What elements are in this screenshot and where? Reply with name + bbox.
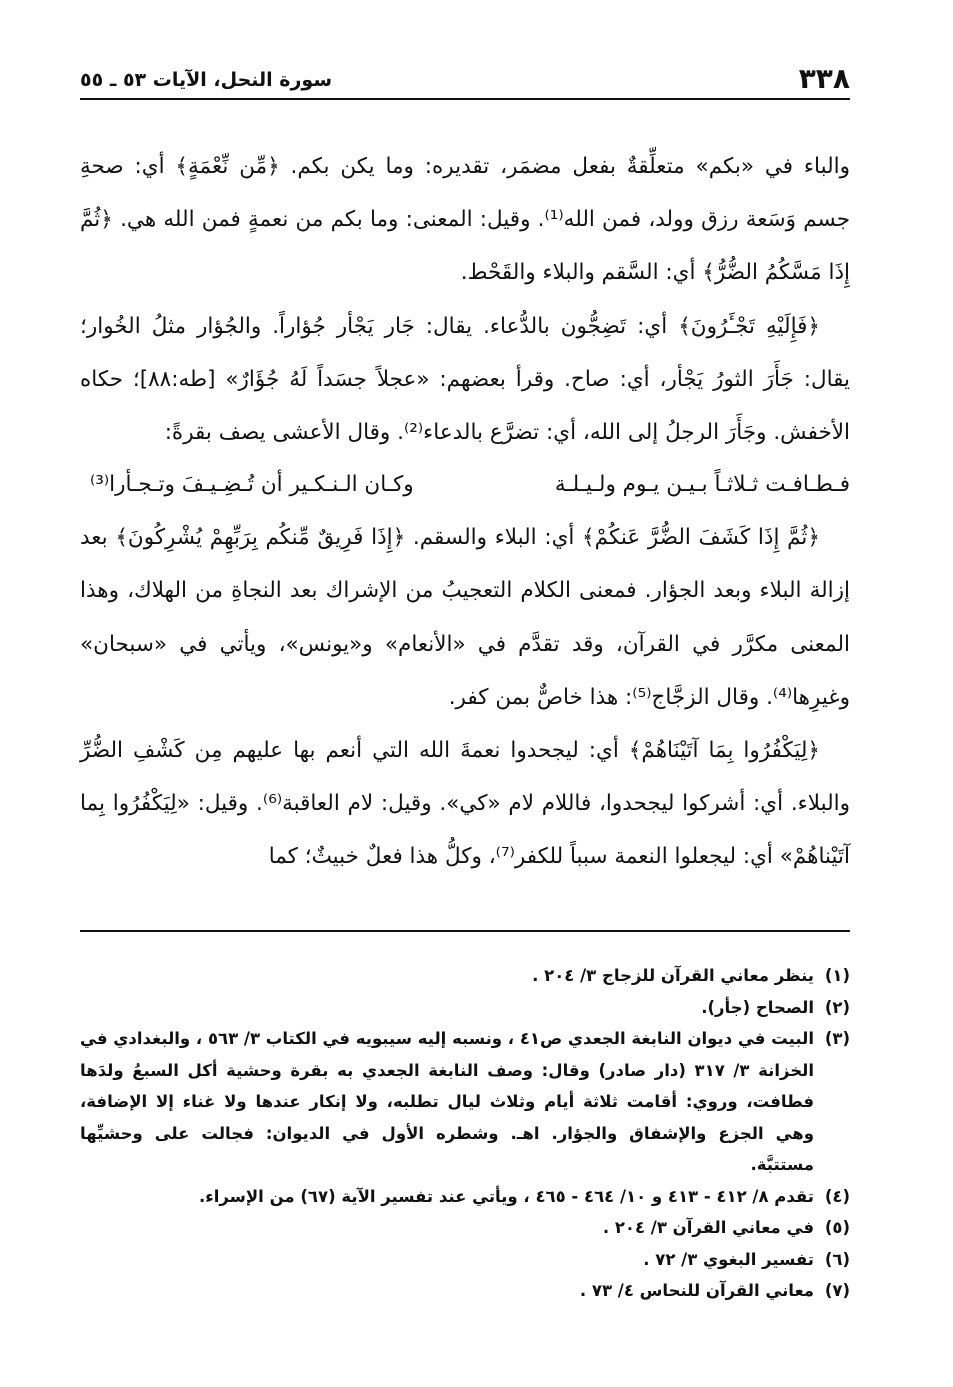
page-header xyxy=(80,56,850,100)
main-text xyxy=(80,140,850,884)
paragraph-4: ﴿لِيَكْفُرُوا بِمَا آتَيْنَاهُمْ﴾ أي: ليجحدوا نعمةَ الله التي أنعم بها عليهم مِن كَشْفِ الضُّرِّ والبلاء. أي: أشركوا ليجحدوا، فاللام لام «كي». وقيل: لام العاقبة⁽⁶⁾. وقيل: «لِيَكْفُرُوا بِما آتَيْناهُمْ» أي: ليجعلوا النعمة سبباً للكفر⁽⁷⁾، وكلُّ هذا فعلٌ خبيثٌ؛ كما xyxy=(80,738,851,870)
footnotes xyxy=(80,960,850,1307)
footnote-number: (١) xyxy=(824,966,850,985)
paragraph-2: ﴿فَإِلَيْهِ تَجْـَٔرُونَ﴾ أي: تَضِجُّون بالدُّعاء. يقال: جَار يَجْأر جُؤاراً. والجُؤار مثلُ الخُوار؛ يقال: جَأَرَ الثورُ يَجْأر، أي: صاح. وقرأ بعضهم: «عجلاً جسَداً لَهُ جُؤَارٌ» [طه:٨٨]؛ حكاه الأخفش. وجَأَرَ الرجلُ إلى الله، أي: تضرَّع بالدعاء⁽²⁾. وقال الأعشى يصف بقرةً: xyxy=(80,313,850,446)
paragraph-1: والباء في «بكم» متعلِّقةٌ بفعل مضمَر، تقديره: وما يكن بكم. ﴿مِّن نِّعْمَةٍ﴾ أي: صحةِ جسم وَسَعة رزق وولد، فمن الله⁽¹⁾. وقيل: المعنى: وما بكم من نعمةٍ فمن الله هي. ﴿ثُمَّ إِذَا مَسَّكُمُ الضُّرُّ﴾ أي: السَّقم والبلاء والقَحْط. xyxy=(80,154,850,286)
footnote-item xyxy=(80,1181,850,1213)
footnote-text: الصحاح (جأر). xyxy=(701,997,814,1017)
footnote-number: (٤) xyxy=(824,1186,850,1206)
footnote-item xyxy=(80,960,850,992)
footnote-divider xyxy=(80,930,850,932)
footnote-text: في معاني القرآن ٣/ ٢٠٤ . xyxy=(602,1218,814,1237)
footnote-number: (٢) xyxy=(824,997,850,1017)
running-title: سورة النحل، الآيات ٥٣ ـ ٥٥ xyxy=(80,69,333,91)
footnote-text: معاني القرآن للنحاس ٤/ ٧٣ . xyxy=(579,1281,814,1300)
page-number: ٣٣٨ xyxy=(798,62,850,95)
footnote-text: البيت في ديوان النابغة الجعدي ص٤١ ، ونسبه إليه سيبويه في الكتاب ٣/ ٥٦٣ ، والبغدادي في الخزانة ٣/ ٣١٧ (دار صادر) وقال: وصف النابغة الجعدي به بقرة وحشية أكل السبعُ ولدَها فطافت، وروي: أقامت ثلاثة أيام وثلاث ليال تطلبه، ولا إنكار عندها ولا غناء إلا الإضافة، وهي الجزع والإشفاق والجؤار. اهـ. وشطره الأول في الديوان: فجالت على وحشيِّها مستتبَّة. xyxy=(80,1029,814,1174)
footnote-number: (٧) xyxy=(824,1281,850,1300)
footnote-text: ينظر معاني القرآن للزجاج ٣/ ٢٠٤ . xyxy=(532,966,814,985)
footnote-text: تفسير البغوي ٣/ ٧٢ . xyxy=(643,1249,814,1269)
footnote-item xyxy=(80,992,850,1024)
footnote-item xyxy=(80,1275,850,1307)
poetry-verse xyxy=(80,459,850,511)
footnote-item xyxy=(80,1244,850,1276)
footnote-number: (٦) xyxy=(824,1249,850,1269)
verse-second-hemistich: وكـان الـنـكـير أن تُـضِـيـفَ وتـجـأرا⁽³⁾ xyxy=(90,472,414,498)
footnote-item xyxy=(80,1023,850,1181)
paragraph-3: ﴿ثُمَّ إِذَا كَشَفَ الضُّرَّ عَنكُمْ﴾ أي: البلاء والسقم. ﴿إِذَا فَرِيقٌ مِّنكُم بِرَبِّهِمْ يُشْرِكُونَ﴾ بعد إزالة البلاء وبعد الجؤار. فمعنى الكلام التعجيبُ من الإشراك بعد النجاةِ من الهلاك، وهذا المعنى مكرَّر في القرآن، وقد تقدَّم في «الأنعام» و«يونس»، ويأتي في «سبحان» وغيرِها⁽⁴⁾. وقال الزجَّاج⁽⁵⁾: هذا خاصٌّ بمن كفر. xyxy=(80,525,850,710)
footnote-text: تقدم ٨/ ٤١٢ - ٤١٣ و ١٠/ ٤٦٤ - ٤٦٥ ، ويأتي عند تفسير الآية (٦٧) من الإسراء. xyxy=(199,1186,814,1206)
footnote-number: (٣) xyxy=(824,1029,850,1048)
verse-first-hemistich: فـطـافـت ثـلاثـاً بـيـن يـوم ولـيـلـة xyxy=(554,472,850,498)
footnote-item xyxy=(80,1212,850,1244)
footnote-number: (٥) xyxy=(824,1218,850,1237)
